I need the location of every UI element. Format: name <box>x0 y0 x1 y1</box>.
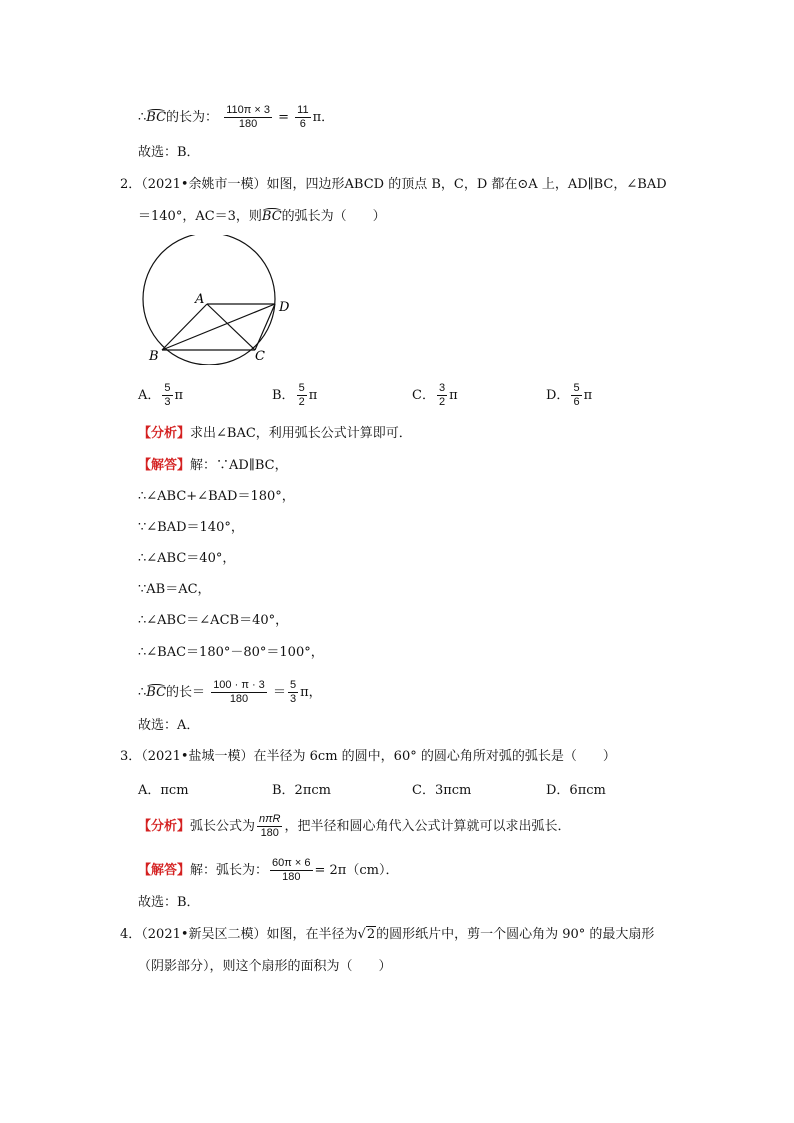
text: 弧长公式为 <box>190 819 256 834</box>
numerator: 5 <box>298 382 305 394</box>
numerator: 60π × 6 <box>272 857 311 869</box>
analysis-text: 求出∠BAC，利用弧长公式计算即可． <box>190 426 412 441</box>
analysis-tag: 【分析】 <box>138 819 191 834</box>
sqrt: √2 <box>357 927 376 942</box>
numerator: 5 <box>573 382 580 394</box>
text: π， <box>300 685 322 700</box>
numerator: 100 · π · 3 <box>213 679 265 691</box>
q2-answer-line-4: ∵AB＝AC， <box>138 582 211 597</box>
text: 4．（2021•新吴区二模）如图，在半径为 <box>120 927 358 942</box>
q2-analysis <box>138 424 412 444</box>
q2-answer-line-3: ∴∠ABC＝40°， <box>138 551 236 566</box>
q4-stem-line1 <box>120 925 654 945</box>
equals: = <box>278 110 290 125</box>
text: ，把半径和圆心角代入公式计算就可以求出弧长． <box>284 819 571 834</box>
q4-stem-line2: （阴影部分），则这个扇形的面积为（ ） <box>138 959 392 974</box>
numerator: 11 <box>297 104 309 116</box>
denominator: 3 <box>289 693 297 705</box>
pi: π <box>174 388 184 403</box>
q3-stem: 3．（2021•盐城一模）在半径为 6cm 的圆中，60° 的圆心角所对弧的弧长是（ ） <box>120 749 616 764</box>
label-c: C <box>255 349 265 364</box>
text: 的长＝ <box>166 685 206 700</box>
label-d: D <box>279 300 290 315</box>
text: 的圆形纸片中，剪一个圆心角为 90° 的最大扇形 <box>376 927 655 942</box>
denominator: 2 <box>298 396 305 408</box>
q3-option-b[interactable]: B．2πcm <box>272 783 331 798</box>
segment-ab <box>162 304 207 350</box>
q2-stem-line2 <box>138 207 386 227</box>
q2-answer-line-1: ∴∠ABC+∠BAD＝180°， <box>138 489 295 504</box>
numerator: 110π × 3 <box>226 104 270 116</box>
segment-ac <box>207 304 255 350</box>
fraction <box>437 382 447 409</box>
p1-arc-length-line <box>138 104 334 131</box>
fraction <box>288 679 298 706</box>
equals: ＝ <box>272 685 286 700</box>
answer-tag: 【解答】 <box>138 863 191 878</box>
therefore-symbol: ∴ <box>138 110 147 125</box>
answer-tag: 【解答】 <box>138 458 191 473</box>
option-letter: C． <box>412 388 435 403</box>
denominator: 6 <box>573 396 580 408</box>
text: ABCD 的顶点 B，C，D 都在⊙A 上，AD∥BC，∠BAD <box>344 177 667 192</box>
q2-choice: 故选：A． <box>138 718 200 733</box>
text: 的弧长为（ ） <box>281 209 386 224</box>
q3-option-d[interactable]: D．6πcm <box>546 783 606 798</box>
numerator: nπR <box>259 813 281 825</box>
q3-choice: 故选：B． <box>138 895 200 910</box>
text: = 2π（cm）． <box>314 863 399 878</box>
analysis-tag: 【分析】 <box>138 426 191 441</box>
denominator: 3 <box>164 396 171 408</box>
fraction <box>162 382 172 409</box>
text: 的长为： <box>166 110 219 125</box>
pi: π <box>449 388 458 403</box>
circle-diagram <box>135 235 315 365</box>
text: π． <box>312 110 335 125</box>
pi: π <box>308 388 318 403</box>
fraction <box>224 104 272 131</box>
answer-text: 解：∵AD∥BC， <box>190 458 288 473</box>
q2-option-c[interactable] <box>412 382 458 409</box>
q2-option-a[interactable] <box>138 382 183 409</box>
q3-analysis <box>138 813 570 840</box>
q2-stem-line1 <box>120 175 667 195</box>
q2-option-d[interactable] <box>546 382 592 409</box>
denominator: 180 <box>238 118 258 130</box>
q2-answer-line-6: ∴∠BAC＝180°－80°＝100°， <box>138 645 324 660</box>
text: ＝140°，AC＝3，则 <box>138 209 262 224</box>
numerator: 5 <box>289 679 297 691</box>
circle <box>143 235 275 365</box>
q2-final-line <box>138 679 322 706</box>
pi: π <box>583 388 593 403</box>
option-letter: A． <box>138 388 161 403</box>
therefore-symbol: ∴ <box>138 685 147 700</box>
denominator: 2 <box>438 396 446 408</box>
fraction <box>211 679 267 706</box>
fraction <box>295 104 310 131</box>
q2-option-b[interactable] <box>272 382 317 409</box>
p1-choice: 故选：B． <box>138 145 200 160</box>
fraction <box>257 813 282 840</box>
option-letter: D． <box>546 388 570 403</box>
arc-label: BC <box>262 207 282 227</box>
q3-option-c[interactable]: C．3πcm <box>412 783 472 798</box>
fraction <box>270 857 312 884</box>
arc-label: BC <box>146 683 166 703</box>
q3-answer <box>138 857 398 884</box>
denominator: 6 <box>299 118 306 130</box>
radicand: 2 <box>366 927 376 942</box>
denominator: 180 <box>282 871 301 883</box>
q2-answer-line-5: ∴∠ABC＝∠ACB＝40°， <box>138 613 289 628</box>
q3-option-a[interactable]: A．πcm <box>138 783 189 798</box>
text: 2．（2021•余姚市一模）如图，四边形 <box>120 177 345 192</box>
numerator: 5 <box>164 382 171 394</box>
numerator: 3 <box>438 382 446 394</box>
q2-answer-line-2: ∵∠BAD＝140°， <box>138 520 244 535</box>
text: 解：弧长为： <box>190 863 269 878</box>
label-a: A <box>195 292 205 307</box>
denominator: 180 <box>260 827 279 839</box>
q2-answer-line-0 <box>138 456 288 476</box>
label-b: B <box>149 349 159 364</box>
arc-label: BC <box>146 108 166 128</box>
fraction <box>297 382 307 409</box>
option-letter: B． <box>272 388 295 403</box>
denominator: 180 <box>229 693 249 705</box>
fraction <box>571 382 581 409</box>
